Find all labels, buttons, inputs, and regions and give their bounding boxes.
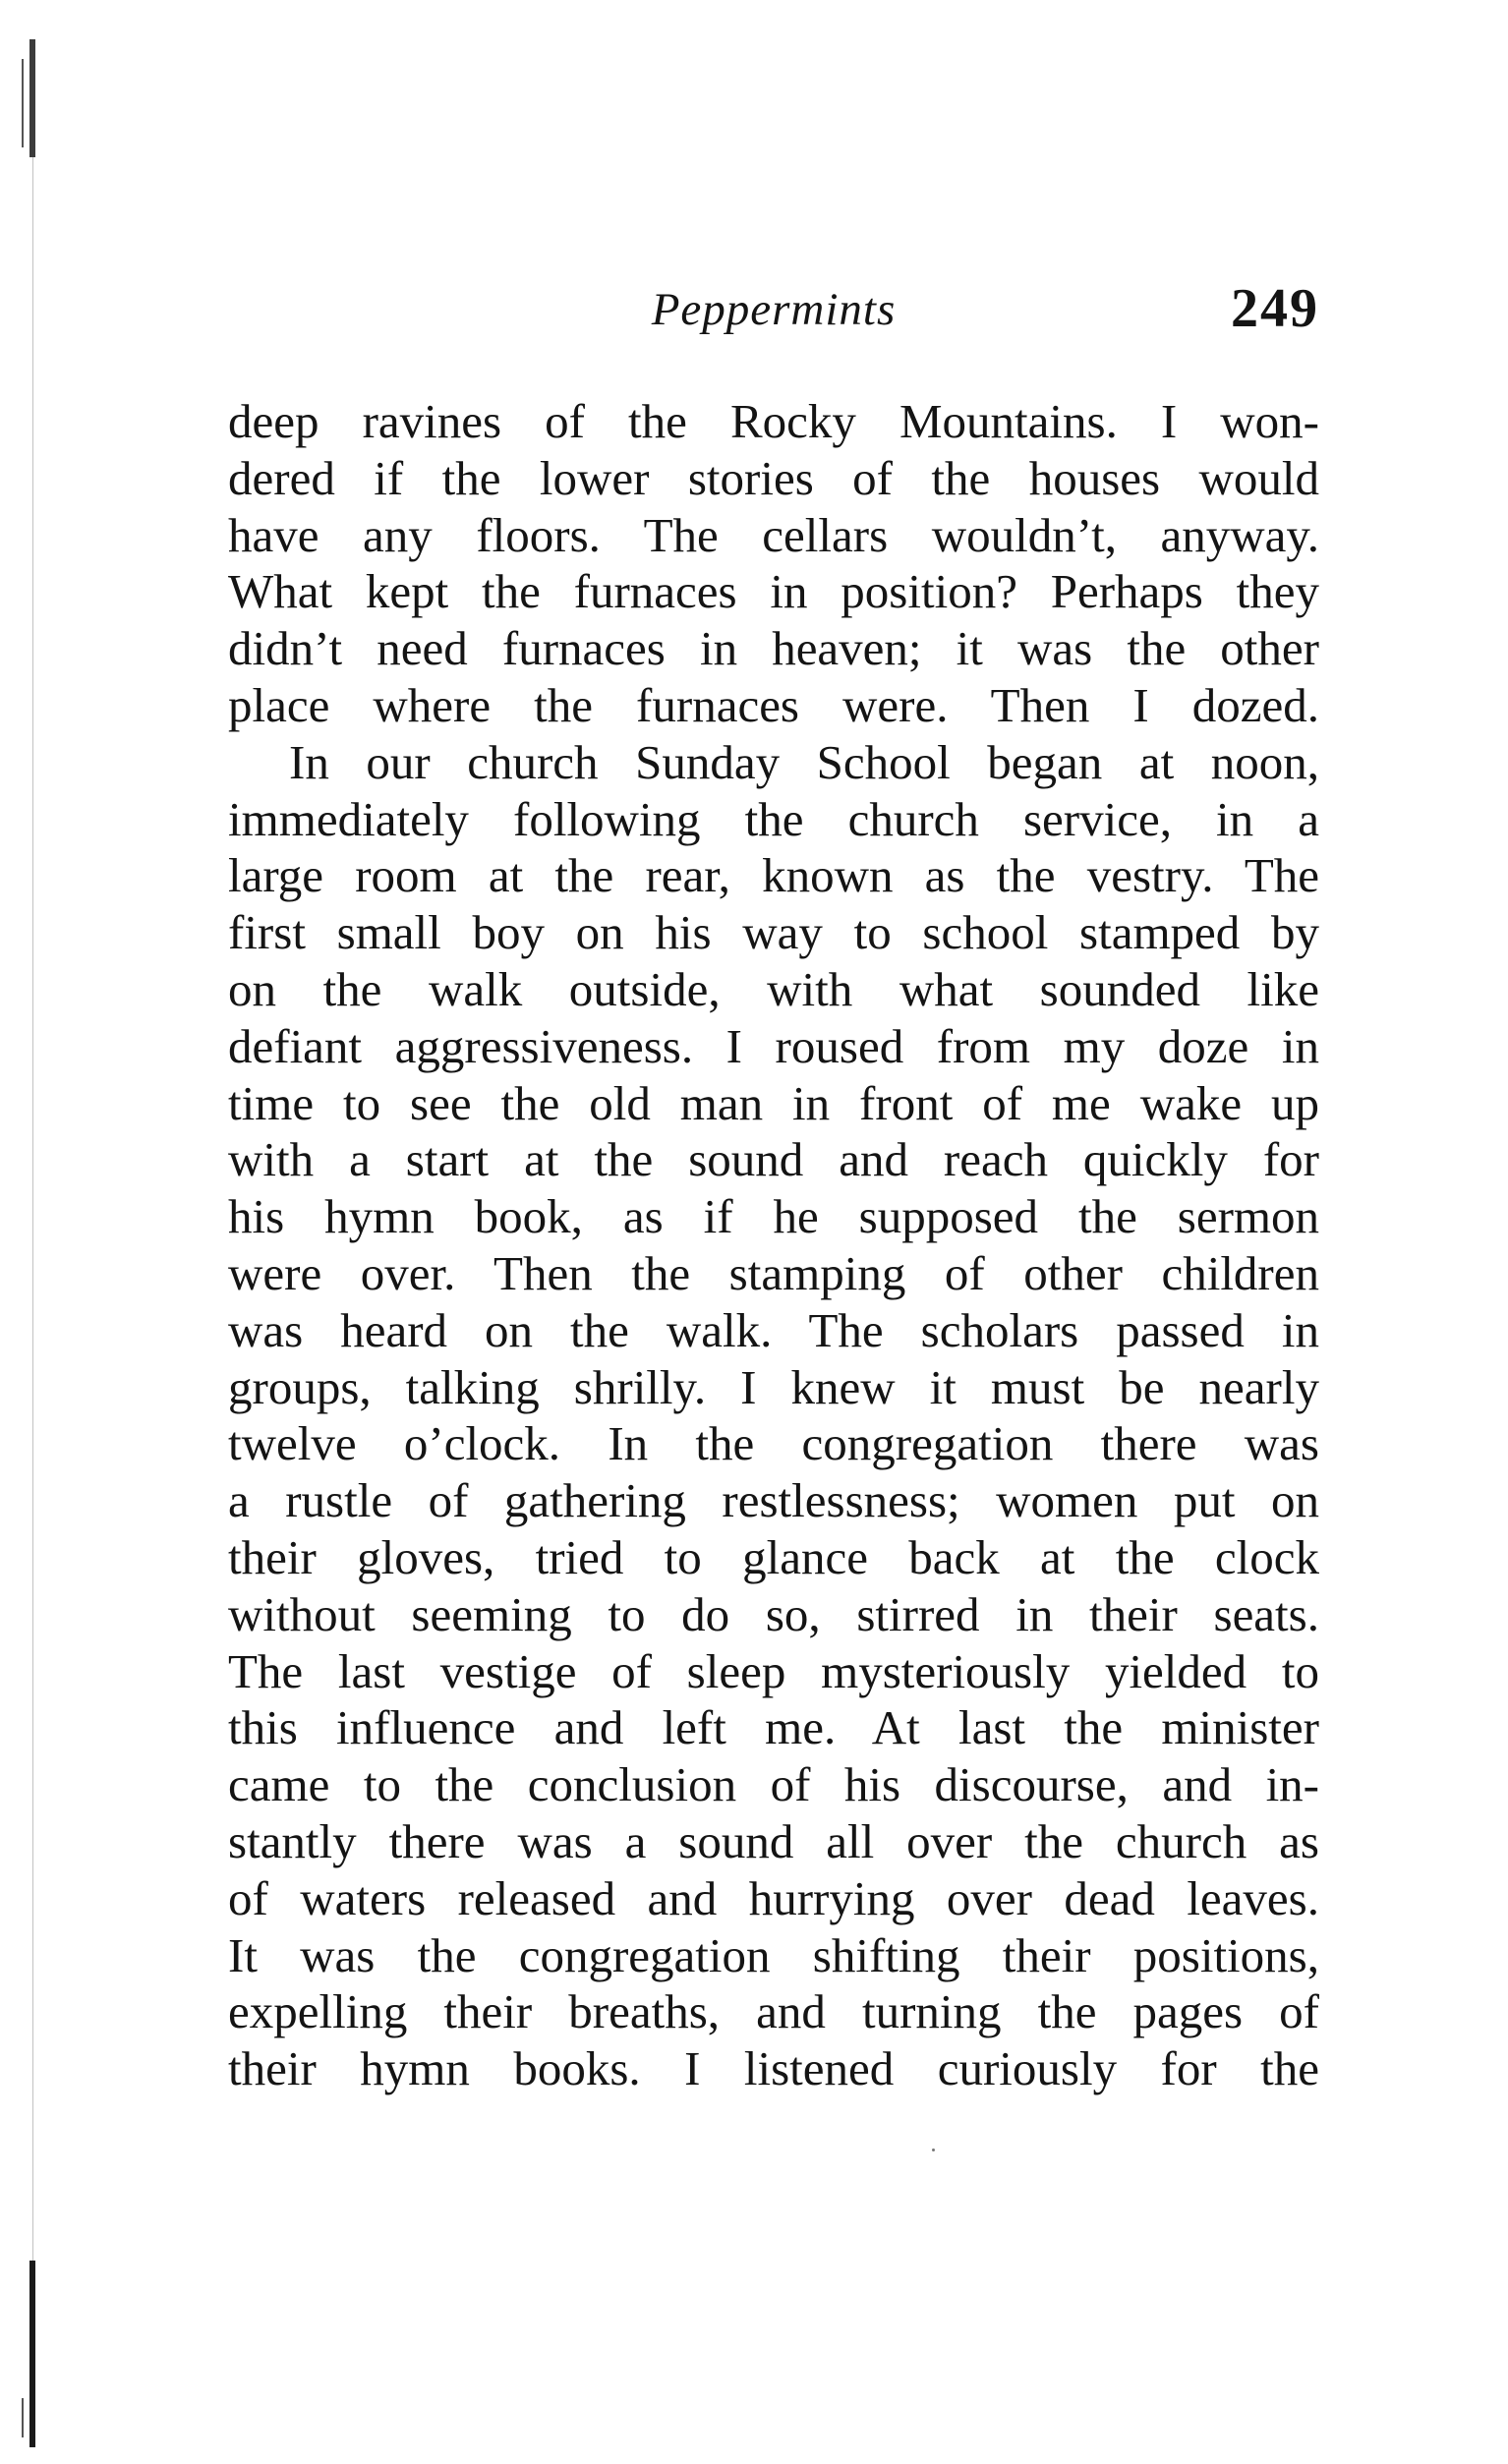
text-line: What kept the furnaces in position? Perhaps they (228, 564, 1319, 619)
scan-fleck (22, 2398, 24, 2437)
binding-edge-middle (32, 157, 33, 2300)
paragraph-first-line: In our church Sunday School began at noon, (289, 734, 1319, 789)
text-line: on the walk outside, with what sounded like (228, 961, 1319, 1016)
running-head (228, 277, 1319, 346)
binding-edge-bottom (29, 2261, 35, 2447)
scan-fleck (22, 59, 24, 147)
text-line: expelling their breaths, and turning the pages of (228, 1984, 1319, 2039)
text-line: deep ravines of the Rocky Mountains. I won- (228, 394, 1319, 448)
text-line: dered if the lower stories of the houses would (228, 450, 1319, 505)
text-line: a rustle of gathering restlessness; women put on (228, 1473, 1319, 1528)
text-line: first small boy on his way to school stamped by (228, 905, 1319, 960)
text-line: didn’t need furnaces in heaven; it was the other (228, 621, 1319, 676)
page-number: 249 (1231, 278, 1319, 339)
text-line: large room at the rear, known as the vestry. The (228, 848, 1319, 903)
text-line: their gloves, tried to glance back at the clock (228, 1529, 1319, 1584)
text-line: his hymn book, as if he supposed the sermon (228, 1189, 1319, 1244)
text-line: stantly there was a sound all over the church as (228, 1813, 1319, 1868)
text-line: this influence and left me. At last the minister (228, 1700, 1319, 1755)
text-line: groups, talking shrilly. I knew it must be nearly (228, 1359, 1319, 1414)
text-line: The last vestige of sleep mysteriously yielded to (228, 1643, 1319, 1698)
scan-speck (932, 2149, 935, 2151)
text-line: place where the furnaces were. Then I dozed. (228, 677, 1319, 732)
text-line: their hymn books. I listened curiously for the (228, 2041, 1319, 2096)
text-line: It was the congregation shifting their positions, (228, 1927, 1319, 1982)
text-line: twelve o’clock. In the congregation there was (228, 1416, 1319, 1471)
text-line: with a start at the sound and reach quickly for (228, 1132, 1319, 1187)
text-line: have any floors. The cellars wouldn’t, anyway. (228, 507, 1319, 562)
text-line: were over. Then the stamping of other children (228, 1245, 1319, 1300)
running-title: Peppermints (651, 284, 897, 335)
text-line: immediately following the church service, in a (228, 791, 1319, 846)
text-line: without seeming to do so, stirred in their seats. (228, 1586, 1319, 1641)
text-line: of waters released and hurrying over dead leaves. (228, 1870, 1319, 1925)
text-line: was heard on the walk. The scholars passed in (228, 1302, 1319, 1357)
text-line: came to the conclusion of his discourse, and in- (228, 1757, 1319, 1812)
text-line: time to see the old man in front of me wake up (228, 1075, 1319, 1130)
binding-edge-top (29, 39, 35, 157)
text-line: defiant aggressiveness. I roused from my doze in (228, 1018, 1319, 1073)
body-text (228, 393, 1319, 2097)
